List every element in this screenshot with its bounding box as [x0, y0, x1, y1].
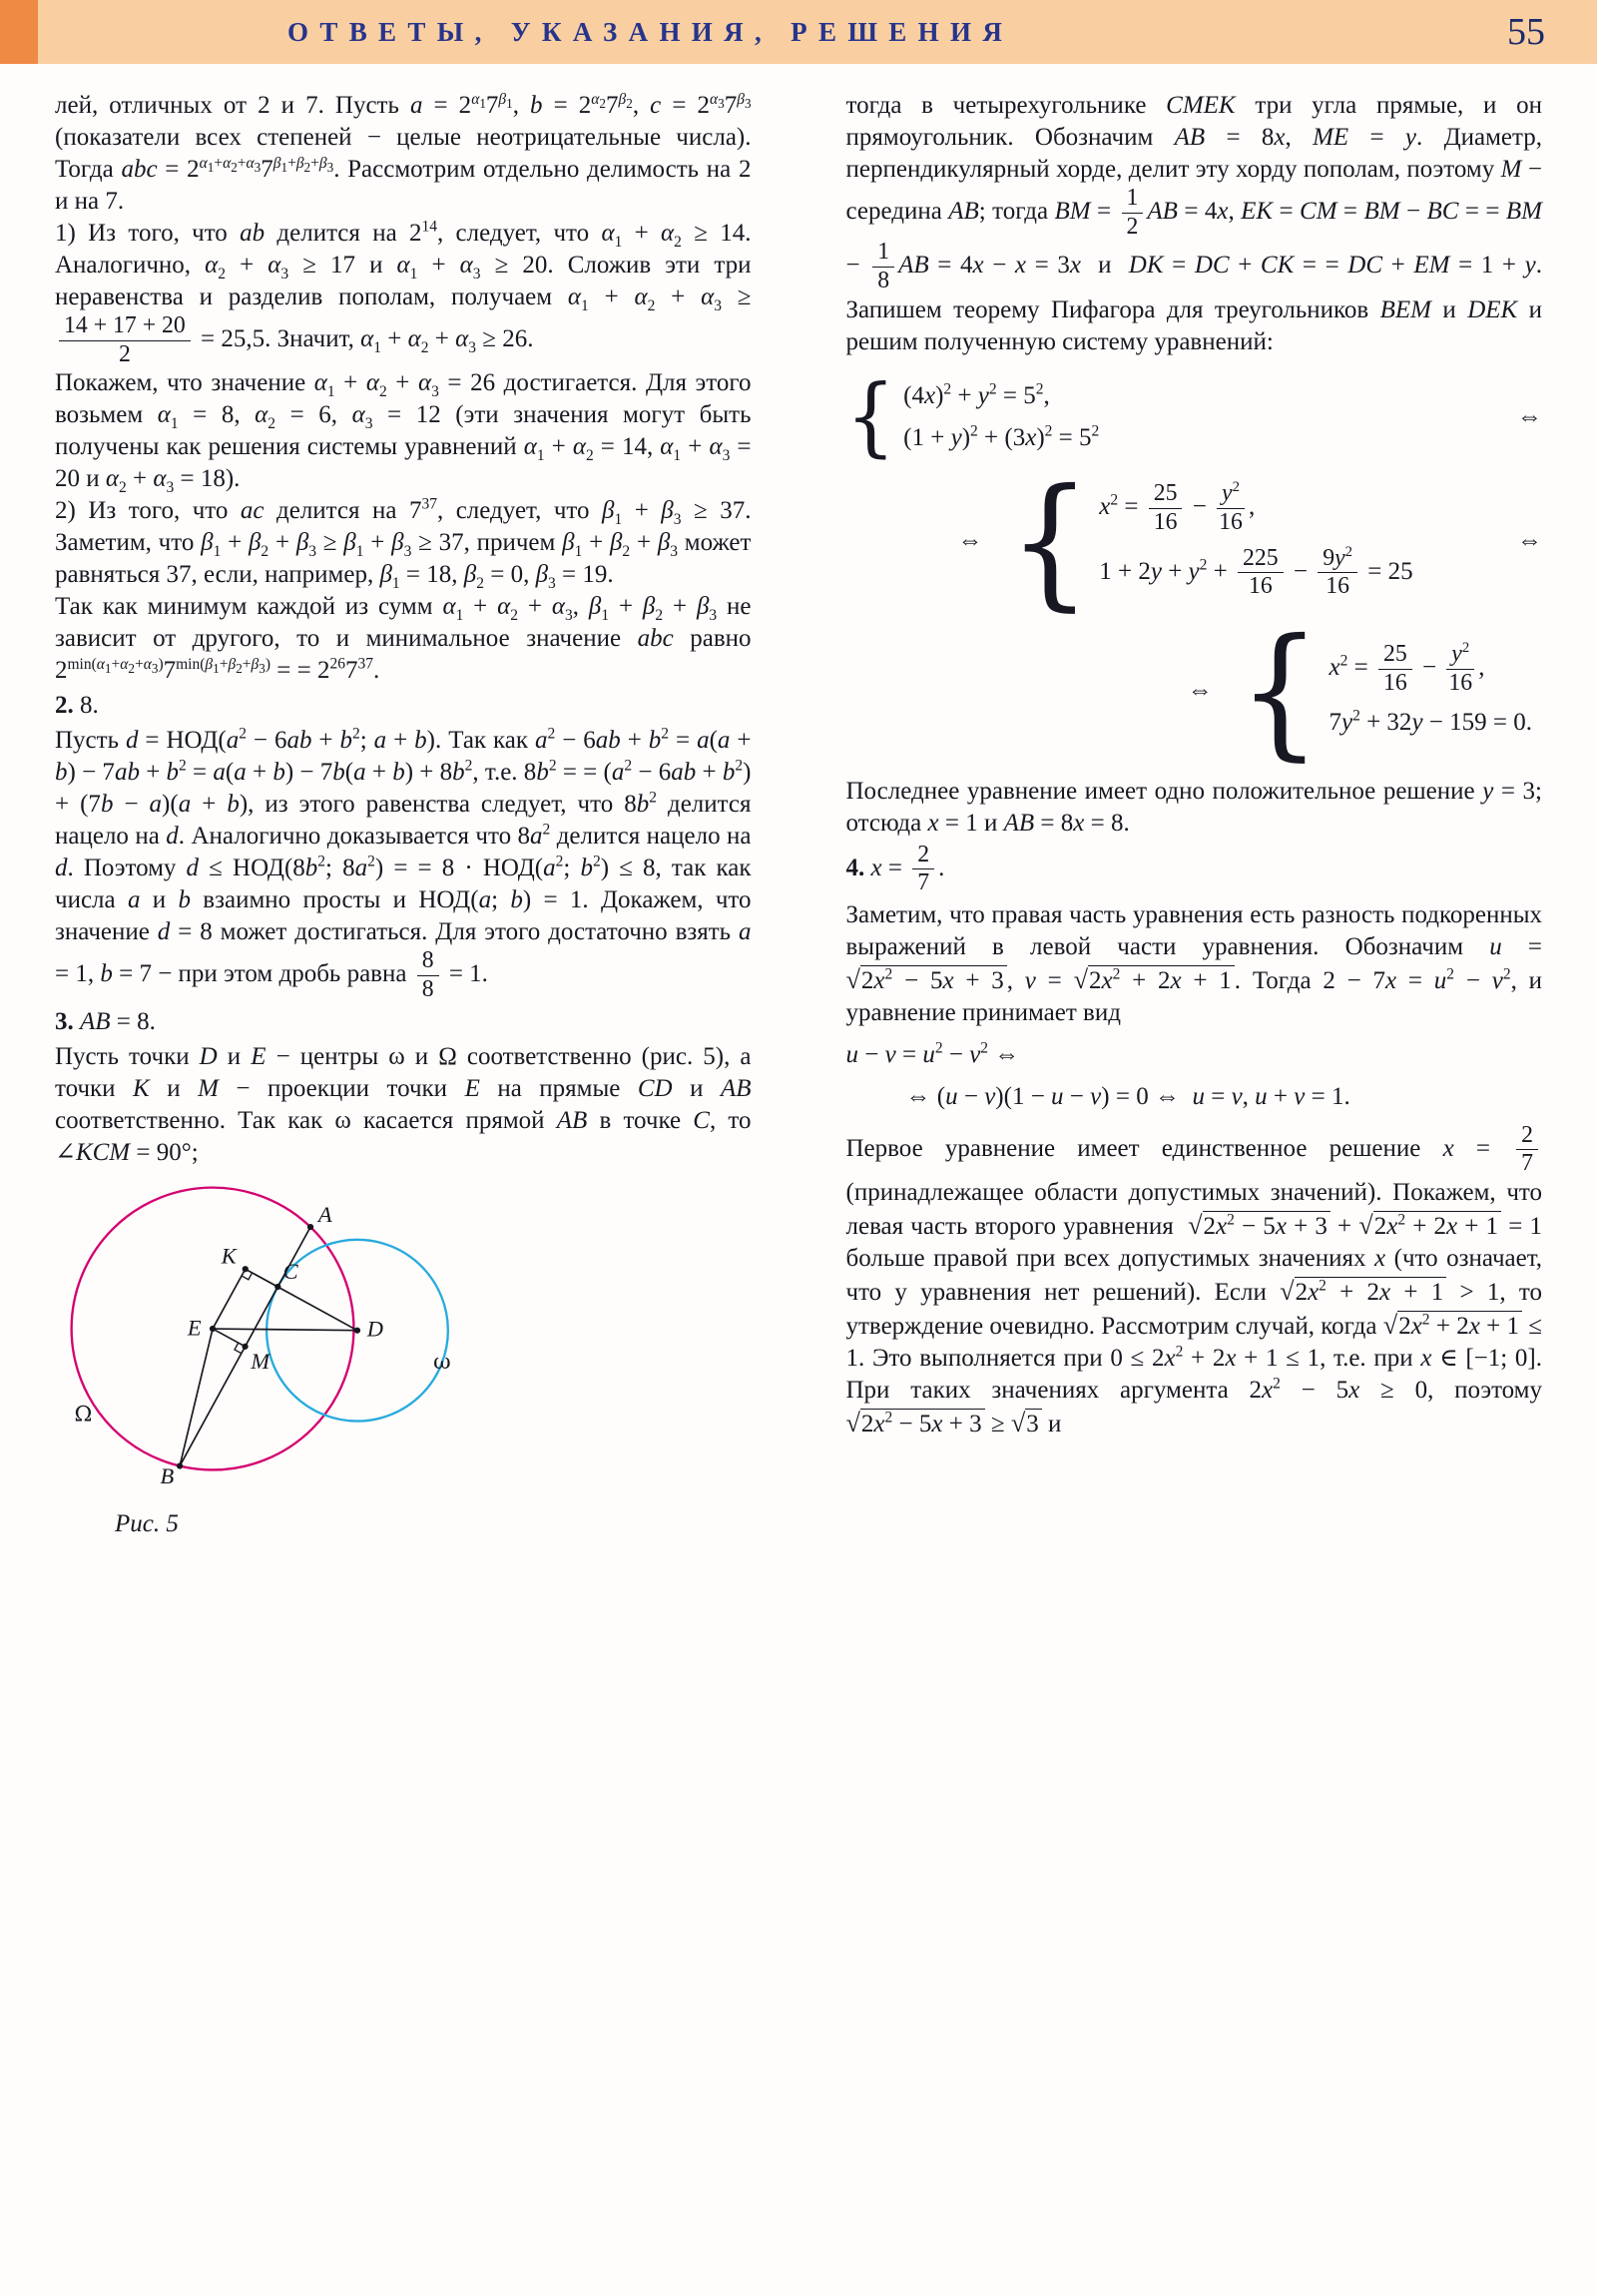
paragraph-problem-4-analysis: Первое уравнение имеет единственное решение x = $\frac{2}{7}$ (принадлежащее области допустимых значений). Покажем, что левая часть второго уравнения $√2x^2 - 5x + 3 + √2x^2 + 2x + 1 = 1$ больше правой при всех допустимых значениях x (что означает, что у уравнения нет решений). Если $√2x^2 + 2x + 1 > 1$, то утверждение очевидно. Рассмотрим случай, когда $√2x^2 + 2x + 1 \le 1$. Это выполняется при $0 \le 2x^2 + 2x + 1 \le 1$, т.е. при x ∈ [−1; 0]. При таких значениях аргумента $2x^2 - 5x \ge 0$, поэтому $√2x^2 - 5x + 3 \ge √3$ и: [845, 1121, 1543, 1438]
left-column: [55, 90, 752, 1538]
figure-5-drawing: [55, 1183, 484, 1495]
answer-problem-3: 3. AB = 8.: [55, 1007, 156, 1035]
page-header: [0, 0, 1597, 64]
answer-problem-4: 4. x = $\frac{2}{7}$ .: [845, 841, 945, 896]
right-column: [846, 90, 1543, 1538]
equation-uv: $u - v = u^2 - v^2$ ⇔: [845, 1039, 1020, 1068]
label-M: M: [251, 1348, 270, 1374]
segment-EB: [180, 1329, 213, 1466]
paragraph-rectangle: тогда в четырехугольнике CMEK три угла прямые, и он прямоугольник. Обозначим AB = 8x, ME = y. Диаметр, перпендикулярный хорде, делит эту хорду пополам, поэтому M − середина AB; тогда BM = $\frac{1}{2}$ AB = 4x, EK = CM = BM − BC = = BM − $\frac{1}{8}$ AB = 4x − x = 3x и DK = DC + CK = = DC + EM = 1 + y. Запишем теорему Пифагора для треугольников BEM и DEK и решим полученную систему уравнений:: [845, 92, 1543, 355]
paragraph-problem-4-setup: Заметим, что правая часть уравнения есть разность подкоренных выражений в левой части уравнения. Обозначим $u = √2x^2 - 5x + 3$ , $v = √2x^2 + 2x + 1$ . Тогда $2 - 7x = u^2 - v^2$, и уравнение принимает вид: [845, 900, 1542, 1026]
paragraph-attain-26: Покажем, что значение $\alpha_1 + \alpha_2 + \alpha_3 = 26$ достигается. Для этого возьмем $\alpha_1 = 8$, $\alpha_2 = 6$, $\alpha_3 = 12$ (эти значения могут быть получены как решения системы уравнений $\alpha_1 + \alpha_2 = 14$, $\alpha_1 + \alpha_3 = 20$ и $\alpha_2 + \alpha_3 = 18$).: [55, 369, 752, 497]
figure-caption: Рис. 5: [115, 1509, 179, 1537]
paragraph-problem-2-solution: Пусть $d = НОД(a^2 - 6ab + b^2$; a + b). Так как $a^2 - 6ab + b^2 = a(a + b) - 7ab + b^2 = a(a + b) - 7b(a + b) + 8b^2$, т.е. $8b^2$ = = $(a^2 - 6ab + b^2) + (7b - a)(a + b)$, из этого равенства следует, что $8b^2$ делится нацело на d. Аналогично доказывается что $8a^2$ делится нацело на d. Поэтому $d \le НОД(8b^2$; $8a^2$) = = $8 \cdot НОД(a^2$; $b^2) \le 8$, так как числа a и b взаимно просты и НОД(a; b) = 1. Докажем, что значение d = 8 может достигаться. Для этого достаточно взять a = 1, b = 7 − при этом дробь равна $\frac{8}{8}$ = 1.: [55, 725, 752, 1002]
running-head-title: ОТВЕТЫ, УКАЗАНИЯ, РЕШЕНИЯ: [287, 16, 1014, 47]
left-column-text: [55, 90, 752, 1169]
equation-uv-factored: ⇔ (u − v)(1 − u − v) = 0 ⇔ u = v, u + v = 1.: [905, 1082, 1350, 1110]
label-B: B: [160, 1462, 175, 1488]
point-E: [210, 1325, 216, 1331]
point-B: [177, 1462, 183, 1468]
answer-problem-2: 2. 8.: [55, 692, 99, 720]
label-K: K: [221, 1242, 237, 1268]
point-C: [274, 1283, 280, 1289]
paragraph-positive-root: Последнее уравнение имеет одно положительное решение y = 3; отсюда x = 1 и AB = 8x = 8.: [845, 777, 1543, 837]
label-omega-capital: Ω: [74, 1402, 93, 1428]
page-body: [0, 64, 1597, 1538]
paragraph-minimum: Так как минимум каждой из сумм $\alpha_1 + \alpha_2 + \alpha_3$, $\beta_1 + \beta_2 + \beta_3$ не зависит от другого, то и минимальное значение abc равно $2^{min(\alpha_1+\alpha_2+\alpha_3)}7^{min(\beta_1+\beta_2+\beta_3)}$ = = $2^{26}7^{37}$.: [55, 593, 752, 685]
label-C: C: [282, 1258, 298, 1284]
header-corner-block: [0, 0, 38, 64]
label-A: A: [317, 1201, 332, 1227]
paragraph-case-2: 2) Из того, что ac делится на $7^{37}$, следует, что $\beta_1 + \beta_3 \ge 37$. Заметим, что $\beta_1 + \beta_2 + \beta_3 \ge \beta_1 + \beta_3 \ge 37$, причем $\beta_1 + \beta_2 + \beta_3$ может равняться 37, если, например, $\beta_1 = 18$, $\beta_2 = 0$, $\beta_3 = 19$.: [55, 495, 752, 593]
point-A: [307, 1224, 313, 1230]
label-omega-small: ω: [433, 1349, 451, 1375]
segment-KD: [246, 1269, 357, 1330]
point-K: [243, 1266, 249, 1272]
page-number: 55: [1507, 11, 1545, 53]
segment-ED: [213, 1329, 357, 1331]
point-M: [242, 1343, 248, 1349]
label-D: D: [366, 1316, 383, 1342]
paragraph-problem-3-setup: Пусть точки D и E − центры ω и Ω соответственно (рис. 5), а точки K и M − проекции точки E на прямые CD и AB соответственно. Так как ω касается прямой AB в точке C, то ∠KCM = 90°;: [55, 1042, 752, 1166]
equation-system-3: ⇔ { $x^2$ = $\frac{25}{16}$ − $\frac{y^2}{16}$ , $7y^2 + 32y - 159 = 0$.: [1187, 606, 1532, 775]
segment-EM: [213, 1329, 246, 1347]
point-D: [354, 1327, 360, 1333]
paragraph-case-1: 1) Из того, что ab делится на $2^{14}$, следует, что $\alpha_1 + \alpha_2 \ge 14$. Аналогично, $\alpha_2 + \alpha_3 \ge 17$ и $\alpha_1 + \alpha_3 \ge 20$. Сложив эти три неравенства и разделив пополам, получаем $\alpha_1 + \alpha_2 + \alpha_3$ ≥ $\frac{14 + 17 + 20}{2}$ = 25,5. Значит, $\alpha_1 + \alpha_2 + \alpha_3 \ge 26$.: [55, 218, 752, 367]
equation-system-1: { $(4x)^2 + y^2 = 5^2$, $(1 + y)^2 + (3x)^2 = 5^2$ ⇔: [845, 367, 1542, 467]
segment-EK: [213, 1269, 246, 1329]
paragraph-continuation: лей, отличных от 2 и 7. Пусть $a = 2^{\alpha_1}7^{\beta_1}$, $b = 2^{\alpha_2}7^{\beta_2}$, $c = 2^{\alpha_3}7^{\beta_3}$ (показатели всех степеней − целые неотрицательные числа). Тогда abc = $2^{\alpha_1+\alpha_2+\alpha_3}7^{\beta_1+\beta_2+\beta_3}$. Рассмотрим отдельно делимость на 2 и на 7.: [55, 90, 752, 215]
equation-system-2: ⇔ { $x^2$ = $\frac{25}{16}$ − $\frac{y^2}{16}$ , $1 + 2y + y^2$ + $\frac{225}{16}$ − $\frac{9y^2}{16}$ = 25 ⇔: [957, 456, 1542, 625]
figure-5: [55, 1183, 752, 1538]
right-column-text: [846, 90, 1543, 1440]
label-E: E: [187, 1315, 202, 1341]
